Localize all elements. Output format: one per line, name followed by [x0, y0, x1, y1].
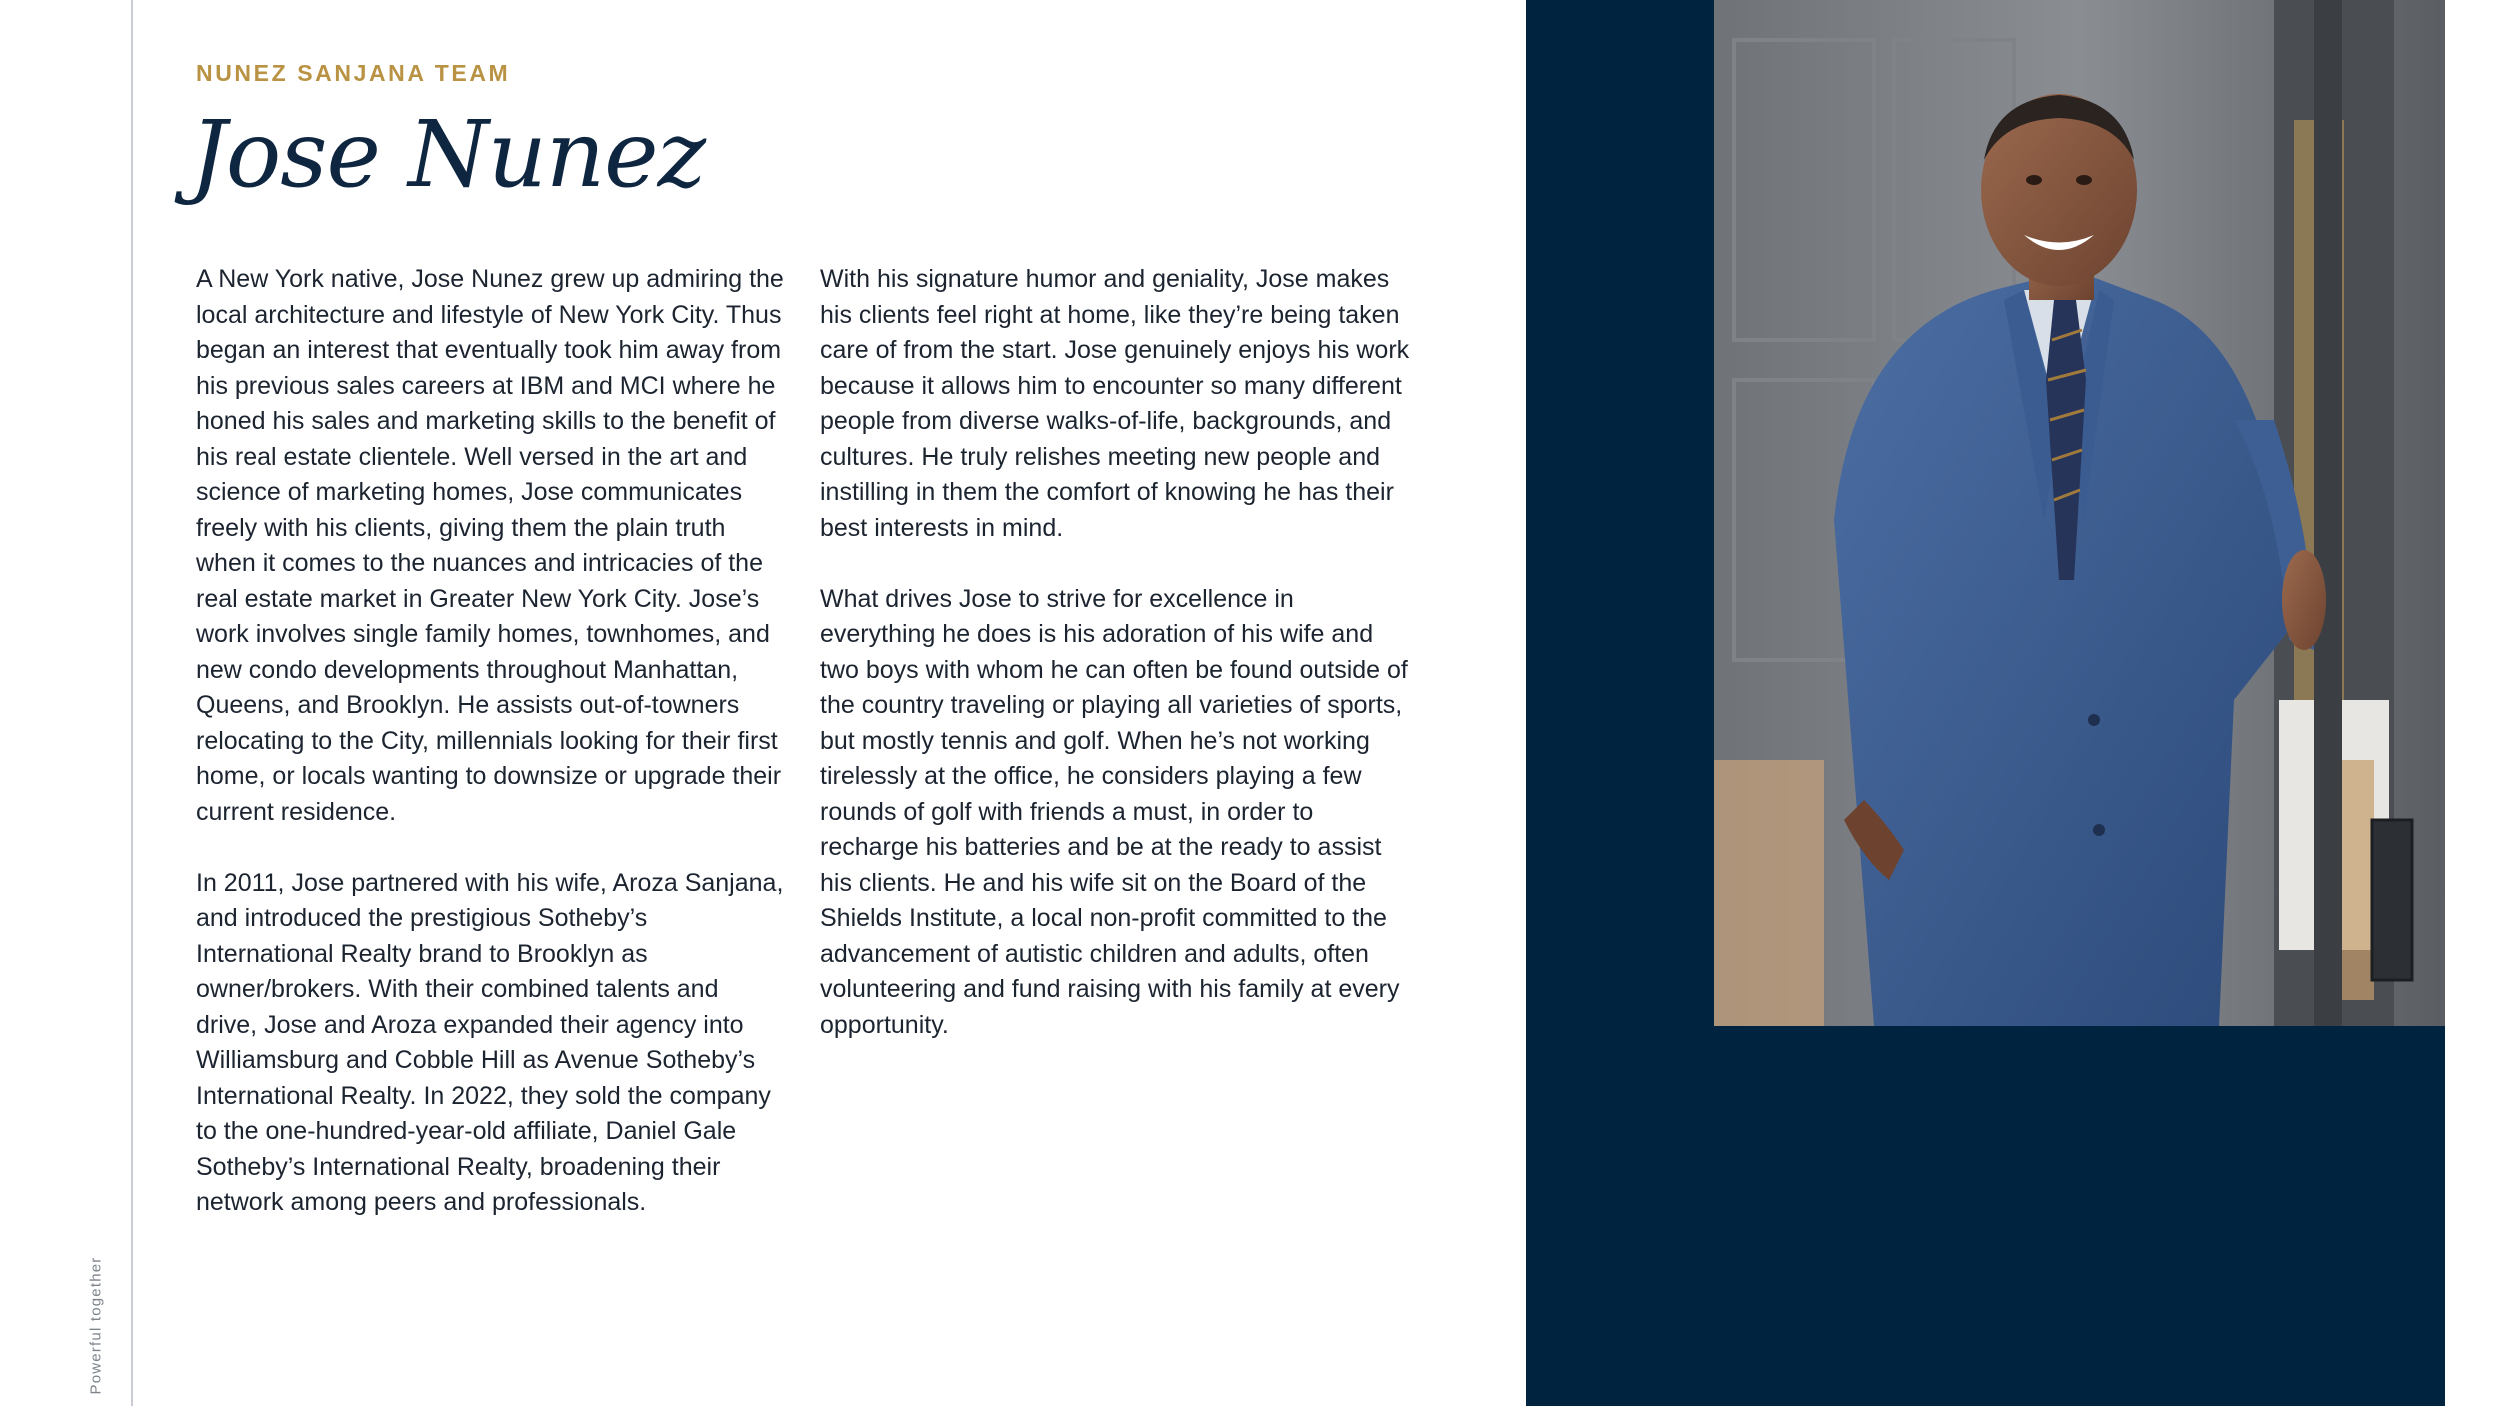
portrait-photo [1714, 0, 2445, 1026]
tagline-text: Powerful together [87, 1256, 105, 1394]
bio-column-left [196, 262, 786, 1256]
bio-paragraph: What drives Jose to strive for excellence in everything he does is his adoration of his wife and two boys with whom he can often be found outside of the country traveling or playing all varieties of sports, but mostly tennis and golf. When he’s not working tirelessly at the office, he considers playing a few rounds of golf with friends a must, in order to recharge his batteries and be at the ready to assist his clients. He and his wife sit on the Board of the Shields Institute, a local non-profit committed to the advancement of autistic children and adults, often volunteering and fund raising with his family at every opportunity. [820, 584, 1408, 1039]
page-title: Jose Nunez [190, 101, 706, 208]
team-eyebrow: NUNEZ SANJANA TEAM [196, 60, 511, 86]
bio-paragraph: With his signature humor and geniality, Jose makes his clients feel right at home, like they’re being taken care of from the start. Jose genuinely enjoys his work because it allows him to encounter so many different people from diverse walks-of-life, backgrounds, and cultures. He truly relishes meeting new people and instilling in them the comfort of knowing he has their best interests in mind. [820, 265, 1410, 542]
bio-column-right [820, 262, 1410, 1079]
sidebar-tagline [88, 1250, 104, 1400]
bio-paragraph: A New York native, Jose Nunez grew up admiring the local architecture and lifestyle of New York City. Thus began an interest that eventually took him away from his previous sales careers at IBM and MCI where he honed his sales and marketing skills to the benefit of his real estate clientele. Well versed in the art and science of marketing homes, Jose communicates freely with his clients, giving them the plain truth when it comes to the nuances and intricacies of the real estate market in Greater New York City. Jose’s work involves single family homes, townhomes, and new condo developments throughout Manhattan, Queens, and Brooklyn. He assists out-of-towners relocating to the City, millennials looking for their first home, or locals wanting to downsize or upgrade their current residence. [196, 265, 784, 826]
bio-paragraph: In 2011, Jose partnered with his wife, Aroza Sanjana, and introduced the prestigious Sotheby’s International Realty brand to Brooklyn as owner/brokers. With their combined talents and drive, Jose and Aroza expanded their agency into Williamsburg and Cobble Hill as Avenue Sotheby’s International Realty. In 2022, they sold the company to the one-hundred-year-old affiliate, Daniel Gale Sotheby’s International Realty, broadening their network among peers and professionals. [196, 868, 784, 1216]
side-divider [131, 0, 133, 1406]
